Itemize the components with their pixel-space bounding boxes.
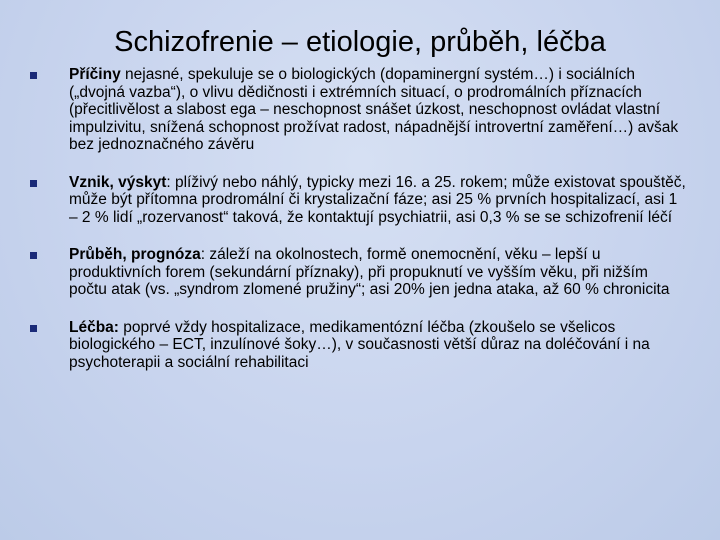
- bullet-text: : plíživý nebo náhlý, typicky mezi 16. a 25. rokem; může existovat spouštěč, může být přítomna prodromální či krystalizační fáze; asi 25 % prvních hospitalizací, asi 1 – 2 % lidí „rozervanost“ taková, že kontaktují psychiatrii, asi 0,3 % se se schizofrenií léčí: [69, 173, 686, 226]
- square-bullet-icon: [30, 252, 37, 259]
- square-bullet-icon: [30, 325, 37, 332]
- slide-title: Schizofrenie – etiologie, průběh, léčba: [114, 26, 606, 58]
- bullet-term: Léčba:: [69, 318, 119, 336]
- bullet-text: nejasné, spekuluje se o biologických (dopaminergní systém…) i sociálních („dvojná vazba“), o vlivu dědičnosti i extrémních situací, o prodromálních příznacích (přecitlivělost a slabost ega – neschopnost snášet úzkost, neschopnost ovládat vlastní impulzivitu, snížená schopnost prožívat radost, nápadnější introvertní zaměření…) avšak bez jednoznačného závěru: [69, 66, 679, 153]
- bullet-item-treatment: [30, 319, 690, 372]
- bullet-term: Příčiny: [69, 66, 121, 83]
- bullet-term: Vznik, výskyt: [69, 173, 167, 191]
- bullet-item-onset: [30, 174, 690, 227]
- bullet-list: [30, 66, 690, 391]
- square-bullet-icon: [30, 180, 37, 187]
- bullet-text: poprvé vždy hospitalizace, medikamentózní léčba (zkoušelo se všelicos biologického – ECT, inzulínové šoky…), v současnosti větší důraz na doléčování i na psychoterapii a sociální rehabilitaci: [69, 318, 650, 371]
- bullet-item-causes: [30, 66, 690, 154]
- bullet-term: Průběh, prognóza: [69, 246, 201, 263]
- square-bullet-icon: [30, 72, 37, 79]
- bullet-text: : záleží na okolnostech, formě onemocnění, věku – lepší u produktivních forem (sekundární příznaky), při propuknutí ve vyšším věku, při nižším počtu atak (vs. „syndrom zlomené pružiny“; asi 20% jen jedna ataka, až 60 % chronicita: [69, 246, 670, 298]
- bullet-item-course: [30, 246, 690, 299]
